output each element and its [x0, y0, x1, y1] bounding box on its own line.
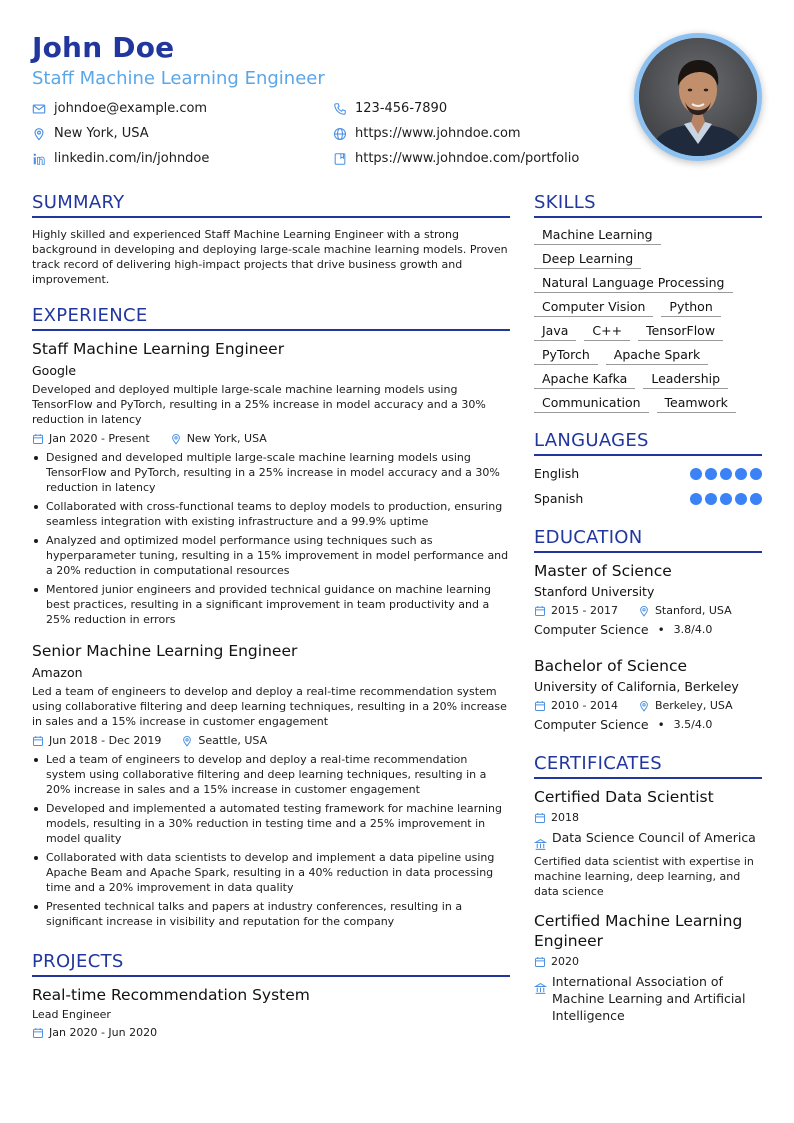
phone-text: 123-456-7890	[355, 101, 448, 116]
certificate-year: 2020	[551, 955, 579, 968]
language-row	[534, 461, 762, 486]
certificate-meta	[534, 955, 762, 969]
education-heading: EDUCATION	[534, 527, 762, 553]
job-title: Senior Machine Learning Engineer	[32, 642, 298, 660]
certificate-meta	[534, 811, 762, 825]
job-dates: Jun 2018 - Dec 2019	[49, 734, 162, 747]
job-meta	[32, 734, 510, 748]
education-item	[534, 656, 762, 733]
skill-tag: Natural Language Processing	[534, 274, 733, 293]
location-pin-icon	[170, 433, 182, 445]
skill-tag: Machine Learning	[534, 226, 661, 245]
certificate-item	[534, 911, 762, 1024]
person-portrait-icon	[639, 38, 757, 156]
projects-heading: PROJECTS	[32, 951, 510, 977]
skills-list	[534, 226, 762, 418]
skill-tag: Apache Spark	[606, 346, 709, 365]
education-field	[534, 717, 762, 733]
calendar-icon	[534, 700, 546, 712]
skills-heading: SKILLS	[534, 192, 762, 218]
experience-heading: EXPERIENCE	[32, 305, 510, 331]
project-role: Lead Engineer	[32, 1008, 111, 1021]
contact-location	[32, 126, 149, 142]
linkedin-icon	[32, 152, 46, 166]
degree-title: Master of Science	[534, 562, 672, 580]
languages-section	[534, 430, 762, 511]
list-item: Developed and implemented a automated testing framework for machine learning models, resulting in a 30% reduction in testing time and a 25% improvement in model quality	[32, 801, 510, 846]
calendar-icon	[534, 956, 546, 968]
skill-tag: Python	[661, 298, 720, 317]
resume-header	[32, 30, 632, 166]
institution-icon	[534, 838, 547, 851]
profile-photo	[639, 38, 757, 156]
contact-phone[interactable]	[333, 101, 447, 117]
left-column	[32, 192, 510, 1040]
list-item: Collaborated with cross-functional teams to deploy models to production, ensuring seamless integration with existing infrastructure and a 99.9% uptime	[32, 499, 510, 529]
calendar-icon	[32, 735, 44, 747]
rating-dot	[735, 468, 747, 480]
job-location: New York, USA	[186, 432, 267, 445]
languages-heading: LANGUAGES	[534, 430, 762, 456]
separator-dot: •	[657, 718, 665, 732]
skill-tag: Communication	[534, 394, 649, 413]
skill-tag: Java	[534, 322, 576, 341]
rating-dot	[735, 493, 747, 505]
projects-section	[32, 951, 510, 1040]
rating-dot	[750, 468, 762, 480]
certificate-title: Certified Machine Learning Engineer	[534, 912, 743, 950]
summary-text: Highly skilled and experienced Staff Machine Learning Engineer with a strong background in developing and deploying large-scale machine learning models. Proven track record of delivering high-impact projects that drive business growth and improvement.	[32, 228, 508, 286]
certificate-description: Certified data scientist with expertise in machine learning, deep learning, and data science	[534, 855, 754, 898]
certificate-org-name: International Association of Machine Learning and Artificial Intelligence	[552, 974, 746, 1023]
portfolio-link[interactable]: https://www.johndoe.com/portfolio	[355, 151, 580, 166]
location-text: New York, USA	[54, 126, 149, 141]
language-level-rating	[687, 468, 762, 480]
contact-portfolio[interactable]	[333, 151, 579, 167]
right-column	[534, 192, 762, 1024]
skill-tag: TensorFlow	[638, 322, 723, 341]
contact-linkedin[interactable]	[32, 151, 209, 167]
bookmark-icon	[333, 152, 347, 166]
education-meta	[534, 604, 762, 618]
certificate-title: Certified Data Scientist	[534, 788, 714, 806]
rating-dot	[705, 493, 717, 505]
summary-heading: SUMMARY	[32, 192, 510, 218]
field-of-study: Computer Science	[534, 717, 649, 732]
languages-list	[534, 461, 762, 511]
experience-item	[32, 641, 510, 929]
certificate-org	[534, 829, 762, 851]
calendar-icon	[534, 605, 546, 617]
project-title: Real-time Recommendation System	[32, 986, 310, 1004]
website-link[interactable]: https://www.johndoe.com	[355, 126, 521, 141]
rating-dot	[720, 468, 732, 480]
profile-photo-frame	[634, 33, 762, 161]
language-name: Spanish	[534, 491, 584, 506]
project-meta	[32, 1026, 510, 1040]
globe-icon	[333, 127, 347, 141]
gpa: 3.5/4.0	[673, 718, 713, 731]
list-item: Analyzed and optimized model performance using techniques such as hyperparameter tuning, resulting in a 15% improvement in model performance and a 20% reduction in computational resources	[32, 533, 510, 578]
person-name: John Doe	[32, 31, 175, 64]
job-title: Staff Machine Learning Engineer	[32, 340, 285, 358]
education-dates: 2010 - 2014	[551, 699, 618, 712]
education-dates: 2015 - 2017	[551, 604, 618, 617]
list-item: Presented technical talks and papers at industry conferences, resulting in a significant increase in visibility and reputation for the company	[32, 899, 510, 929]
location-pin-icon	[32, 127, 46, 141]
gpa: 3.8/4.0	[673, 623, 713, 636]
institution-icon	[534, 982, 547, 995]
calendar-icon	[32, 1027, 44, 1039]
list-item: Collaborated with data scientists to develop and implement a data pipeline using Apache Beam and Apache Spark, resulting in a 40% reduction in data processing time and a 20% improvement in data quality	[32, 850, 510, 895]
list-item: Led a team of engineers to develop and deploy a real-time recommendation system using collaborative filtering and deep learning techniques, resulting in a 20% increase in sales and a 15% increase in customer engagement	[32, 752, 510, 797]
skill-tag: Deep Learning	[534, 250, 641, 269]
language-name: English	[534, 466, 580, 481]
project-item	[32, 985, 510, 1040]
education-item	[534, 561, 762, 638]
skill-tag: Teamwork	[657, 394, 736, 413]
contact-website[interactable]	[333, 126, 521, 142]
email-text: johndoe@example.com	[54, 101, 208, 116]
rating-dot	[690, 468, 702, 480]
certificate-item	[534, 787, 762, 899]
list-item: Designed and developed multiple large-scale machine learning models using TensorFlow and PyTorch, resulting in a 25% increase in model accuracy and a 30% reduction in latency	[32, 450, 510, 495]
education-section	[534, 527, 762, 733]
job-location: Seattle, USA	[198, 734, 268, 747]
language-level-rating	[687, 493, 762, 505]
job-description: Led a team of engineers to develop and deploy a real-time recommendation system using collaborative filtering and deep learning techniques, resulting in a 20% increase in sales and a 15% increase in customer engagement	[32, 685, 507, 728]
summary-section	[32, 192, 510, 287]
school-name: Stanford University	[534, 584, 655, 599]
job-dates: Jan 2020 - Present	[49, 432, 150, 445]
education-location: Stanford, USA	[654, 604, 732, 617]
language-row	[534, 486, 762, 511]
phone-icon	[333, 102, 347, 116]
skill-tag: Leadership	[643, 370, 728, 389]
school-name: University of California, Berkeley	[534, 679, 739, 694]
list-item: Mentored junior engineers and provided technical guidance on machine learning best practices, resulting in a significant improvement in team productivity and a 25% reduction in errors	[32, 582, 510, 627]
location-pin-icon	[638, 605, 650, 617]
job-company: Google	[32, 363, 77, 378]
experience-section	[32, 305, 510, 929]
mail-icon	[32, 102, 46, 116]
education-meta	[534, 699, 762, 713]
job-bullets	[32, 752, 510, 929]
skills-section	[534, 192, 762, 418]
skill-tag: Computer Vision	[534, 298, 653, 317]
skill-tag: PyTorch	[534, 346, 598, 365]
person-role: Staff Machine Learning Engineer	[32, 68, 325, 89]
linkedin-link[interactable]: linkedin.com/in/johndoe	[54, 151, 210, 166]
education-location: Berkeley, USA	[654, 699, 733, 712]
certificates-heading: CERTIFICATES	[534, 753, 762, 779]
job-bullets	[32, 450, 510, 627]
certificate-year: 2018	[551, 811, 579, 824]
separator-dot: •	[657, 623, 665, 637]
skill-tag: C++	[584, 322, 630, 341]
field-of-study: Computer Science	[534, 622, 649, 637]
education-field	[534, 622, 762, 638]
degree-title: Bachelor of Science	[534, 657, 688, 675]
certificates-section	[534, 753, 762, 1024]
skill-tag: Apache Kafka	[534, 370, 635, 389]
job-meta	[32, 432, 510, 446]
rating-dot	[690, 493, 702, 505]
certificate-org	[534, 973, 762, 1024]
rating-dot	[750, 493, 762, 505]
job-description: Developed and deployed multiple large-scale machine learning models using TensorFlow and PyTorch, resulting in a 25% increase in model accuracy and a 30% reduction in latency	[32, 383, 486, 426]
rating-dot	[705, 468, 717, 480]
contact-email[interactable]	[32, 101, 207, 117]
experience-item	[32, 339, 510, 627]
certificate-org-name: Data Science Council of America	[552, 830, 756, 845]
location-pin-icon	[181, 735, 193, 747]
job-company: Amazon	[32, 665, 83, 680]
rating-dot	[720, 493, 732, 505]
project-dates: Jan 2020 - Jun 2020	[49, 1026, 158, 1039]
calendar-icon	[534, 812, 546, 824]
calendar-icon	[32, 433, 44, 445]
location-pin-icon	[638, 700, 650, 712]
